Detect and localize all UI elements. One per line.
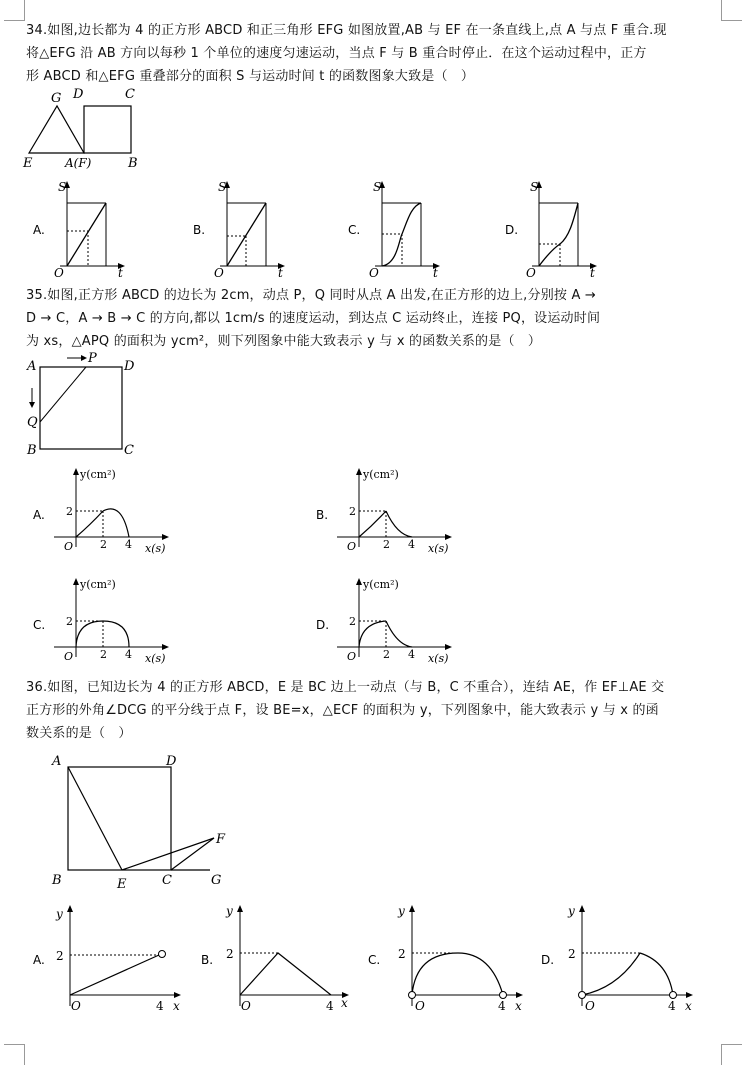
question-34-text xyxy=(26,19,716,88)
q34-graph-c xyxy=(345,178,455,278)
question-35-line-3: 为 xs，△APQ 的面积为 ycm²，则下列图象中能大致表示 y 与 x 的函数关系的是（ ） xyxy=(26,334,542,349)
svg-text:B: B xyxy=(52,873,62,888)
q34-graph-b xyxy=(190,178,300,278)
svg-text:t: t xyxy=(278,266,283,280)
q34-option-d-label: D. xyxy=(505,223,519,237)
crop-mark-top-left xyxy=(4,0,25,21)
svg-text:O: O xyxy=(347,650,357,663)
svg-text:4: 4 xyxy=(156,999,164,1013)
svg-text:x: x xyxy=(685,999,692,1013)
q36-graph-c xyxy=(365,900,530,1018)
svg-text:D: D xyxy=(166,754,177,769)
q35-graph-c xyxy=(30,575,180,671)
svg-text:2: 2 xyxy=(100,648,107,661)
svg-text:y: y xyxy=(226,904,233,918)
svg-text:x: x xyxy=(173,999,180,1013)
svg-text:2: 2 xyxy=(100,538,107,551)
svg-text:x(s): x(s) xyxy=(145,652,166,665)
svg-text:x(s): x(s) xyxy=(428,652,449,665)
q35-option-a-label: A. xyxy=(33,508,45,522)
svg-text:x(s): x(s) xyxy=(428,542,449,555)
q36-option-c-label: C. xyxy=(368,953,381,967)
svg-text:2: 2 xyxy=(226,947,234,961)
svg-text:t: t xyxy=(433,266,438,280)
svg-text:G: G xyxy=(211,873,222,888)
svg-text:O: O xyxy=(64,650,74,663)
svg-text:t: t xyxy=(590,266,595,280)
q35-graph-d xyxy=(313,575,463,671)
question-35-line-1: 35.如图,正方形 ABCD 的边长为 2cm，动点 P，Q 同时从点 A 出发,在正方形的边上,分别按 A → xyxy=(26,288,596,303)
svg-text:4: 4 xyxy=(326,999,334,1013)
q34-option-b-label: B. xyxy=(193,223,206,237)
svg-text:O: O xyxy=(526,266,536,280)
svg-text:y: y xyxy=(398,904,405,918)
svg-text:F: F xyxy=(216,832,226,847)
svg-text:Q: Q xyxy=(27,415,38,430)
svg-text:2: 2 xyxy=(56,949,64,963)
svg-text:O: O xyxy=(369,266,379,280)
q34-option-c-label: C. xyxy=(348,223,361,237)
svg-text:P: P xyxy=(88,351,97,366)
q35-graph-a xyxy=(30,465,180,561)
svg-text:y(cm²): y(cm²) xyxy=(80,468,116,481)
svg-text:2: 2 xyxy=(383,648,390,661)
svg-text:C: C xyxy=(162,873,172,888)
svg-text:O: O xyxy=(347,540,357,553)
question-35-text xyxy=(26,284,716,353)
question-35-figure xyxy=(24,350,144,462)
q36-option-b-label: B. xyxy=(201,953,214,967)
q36-graph-d xyxy=(538,900,703,1018)
q36-option-d-label: D. xyxy=(541,953,555,967)
svg-text:S: S xyxy=(58,180,67,194)
q35-graph-b xyxy=(313,465,463,561)
label-D: D xyxy=(73,87,84,102)
label-E: E xyxy=(23,156,33,171)
svg-text:O: O xyxy=(241,999,251,1013)
question-34-line-1: 34.如图,边长都为 4 的正方形 ABCD 和正三角形 EFG 如图放置,AB 与 EF 在一条直线上,点 A 与点 F 重合.现 xyxy=(26,23,667,38)
svg-text:O: O xyxy=(415,999,425,1013)
q35-option-d-label: D. xyxy=(316,618,330,632)
svg-text:y(cm²): y(cm²) xyxy=(80,578,116,591)
svg-text:2: 2 xyxy=(568,947,576,961)
svg-text:E: E xyxy=(117,877,127,892)
q36-graph-b xyxy=(198,900,358,1018)
question-34-line-3: 形 ABCD 和△EFG 重叠部分的面积 S 与运动时间 t 的函数图象大致是（ ） xyxy=(26,69,475,84)
q34-graph-d xyxy=(502,178,612,278)
svg-text:4: 4 xyxy=(408,538,415,551)
svg-text:A: A xyxy=(27,359,37,374)
question-36-text xyxy=(26,676,716,745)
svg-text:B: B xyxy=(27,443,37,458)
svg-text:O: O xyxy=(214,266,224,280)
svg-text:2: 2 xyxy=(66,615,73,628)
svg-text:S: S xyxy=(218,180,227,194)
svg-text:2: 2 xyxy=(383,538,390,551)
crop-mark-top-right xyxy=(721,0,742,21)
svg-text:x: x xyxy=(341,996,348,1010)
svg-text:4: 4 xyxy=(408,648,415,661)
svg-text:O: O xyxy=(71,999,81,1013)
svg-text:y: y xyxy=(56,907,63,921)
svg-text:S: S xyxy=(373,180,382,194)
crop-mark-bottom-left xyxy=(4,1044,25,1065)
label-G: G xyxy=(51,91,62,106)
svg-text:y(cm²): y(cm²) xyxy=(363,578,399,591)
q34-graph-a xyxy=(30,178,140,278)
question-36-line-2: 正方形的外角∠DCG 的平分线于点 F，设 BE=x，△ECF 的面积为 y，下列图象中，能大致表示 y 与 x 的函 xyxy=(26,703,659,718)
q35-option-b-label: B. xyxy=(316,508,329,522)
svg-text:C: C xyxy=(124,443,134,458)
svg-text:S: S xyxy=(530,180,539,194)
q34-option-a-label: A. xyxy=(33,223,45,237)
svg-text:x(s): x(s) xyxy=(145,542,166,555)
label-B: B xyxy=(128,156,138,171)
svg-text:2: 2 xyxy=(349,505,356,518)
svg-text:2: 2 xyxy=(398,947,406,961)
question-36-figure xyxy=(48,750,248,895)
question-36-line-3: 数关系的是（ ） xyxy=(26,726,132,741)
question-35-line-2: D → C，A → B → C 的方向,都以 1cm/s 的速度运动，到达点 C 运动终止，连接 PQ，设运动时间 xyxy=(26,311,601,326)
q35-option-c-label: C. xyxy=(33,618,46,632)
svg-text:4: 4 xyxy=(498,999,506,1013)
crop-mark-bottom-right xyxy=(721,1044,742,1065)
label-A-F: A(F) xyxy=(65,156,92,170)
svg-text:t: t xyxy=(118,266,123,280)
svg-text:2: 2 xyxy=(66,505,73,518)
svg-text:2: 2 xyxy=(349,615,356,628)
svg-text:D: D xyxy=(124,359,135,374)
question-34-figure xyxy=(20,88,150,173)
svg-text:O: O xyxy=(54,266,64,280)
svg-text:y(cm²): y(cm²) xyxy=(363,468,399,481)
q36-option-a-label: A. xyxy=(33,953,45,967)
svg-text:y: y xyxy=(568,904,575,918)
question-36-line-1: 36.如图，已知边长为 4 的正方形 ABCD，E 是 BC 边上一动点（与 B，C 不重合），连结 AE，作 EF⊥AE 交 xyxy=(26,680,665,695)
svg-text:x: x xyxy=(515,999,522,1013)
svg-text:4: 4 xyxy=(668,999,676,1013)
svg-text:A: A xyxy=(52,754,62,769)
label-C: C xyxy=(125,87,135,102)
svg-text:O: O xyxy=(585,999,595,1013)
svg-text:4: 4 xyxy=(125,538,132,551)
svg-text:O: O xyxy=(64,540,74,553)
q36-graph-a xyxy=(30,900,190,1018)
question-34-line-2: 将△EFG 沿 AB 方向以每秒 1 个单位的速度匀速运动，当点 F 与 B 重合时停止．在这个运动过程中，正方 xyxy=(26,46,647,61)
svg-text:4: 4 xyxy=(125,648,132,661)
